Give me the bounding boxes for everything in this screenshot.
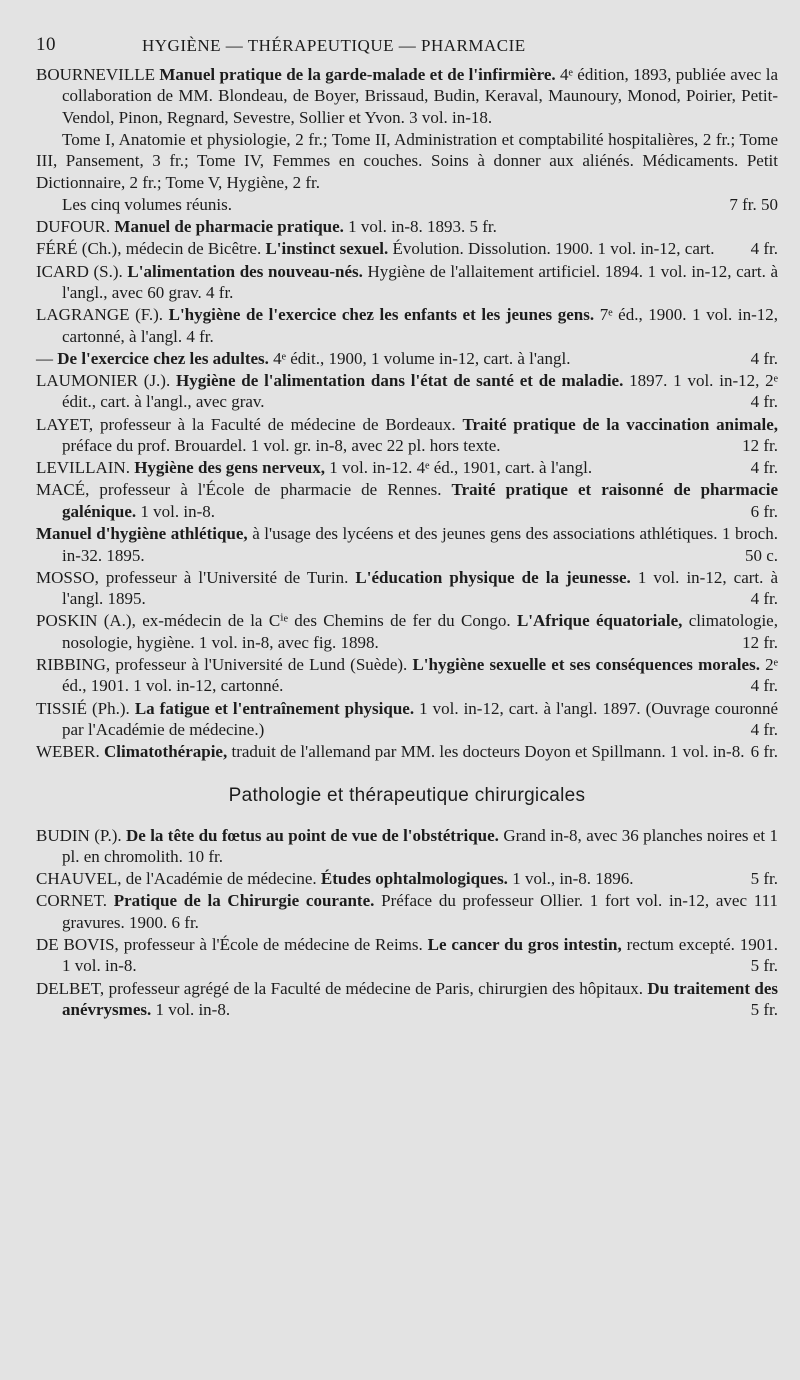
catalog-entry [36, 654, 778, 697]
entry-author: MOSSO, [36, 567, 99, 587]
entry-title: Le cancer du gros intestin, [427, 934, 622, 954]
entry-author: FÉRÉ (Ch.), [36, 239, 122, 259]
running-head: HYGIÈNE — THÉRAPEUTIQUE — PHARMACIE [142, 36, 526, 55]
entry-details: rectum excepté. 1901. 1 vol. in-8. [62, 934, 779, 976]
catalog-entry [36, 567, 778, 610]
catalog-entries [36, 64, 778, 763]
catalog-entry [36, 825, 778, 868]
entry-details: 1 vol. in-12. 4ᵉ éd., 1901, cart. à l'angl. [324, 458, 593, 478]
entry-details: 1 vol. in-8. 1893. 5 fr. [343, 217, 497, 237]
entry-details: 7ᵉ éd., 1900. 1 vol. in-12, cartonné, à l'angl. 4 fr. [62, 305, 778, 346]
entry-title: Études ophtalmologiques. [320, 869, 508, 889]
catalog-entry [36, 348, 778, 369]
catalog-entry [36, 868, 778, 889]
entry-price: 4 fr. [750, 348, 778, 368]
catalog-entry [36, 216, 778, 237]
catalog-entry [36, 523, 778, 566]
entry-details: 4ᵉ édition, 1893, publiée avec la collaboration de MM. Blondeau, de Boyer, Brissaud, Budin, Keraval, Maunoury, Monod, Poirier, Petit-Vendol, Pinon, Regnard, Sevestre, Sollier et Yvon. 3 vol. in-18. [62, 65, 778, 127]
entry-price: 4 fr. [750, 719, 778, 739]
entry-author: DE BOVIS, [36, 934, 119, 954]
entry-title: Manuel de pharmacie pratique. [114, 217, 344, 237]
catalog-entry [36, 934, 778, 977]
entry-title: Traité pratique de la vaccination animale, [462, 414, 778, 434]
entry-author: LAYET, [36, 414, 94, 434]
entry-author: LAGRANGE (F.). [36, 305, 164, 325]
entry-author: WEBER. [36, 742, 100, 762]
catalog-entry [36, 370, 778, 413]
page-number: 10 [36, 34, 56, 55]
entry-details: à l'usage des lycéens et des jeunes gens des associations athlétiques. 1 broch. in-32. 1895. [62, 524, 778, 565]
entry-details: 1 vol. in-8. [136, 501, 216, 521]
entry-title: L'alimentation des nouveau-nés. [127, 261, 363, 281]
entry-details: préface du prof. Brouardel. 1 vol. gr. in-8, avec 22 pl. hors texte. [62, 436, 501, 456]
entry-title: Climatothérapie, [104, 742, 228, 762]
entry-author: — [36, 348, 53, 368]
entry-details: 1 vol. in-12, cart. à l'angl. 1895. [62, 567, 779, 609]
entry-details: Tome I, Anatomie et physiologie, 2 fr.; Tome II, Administration et comptabilité hospitalières, 2 fr.; Tome III, Pansement, 3 fr.; Tome IV, Femmes en couches. Soins à donner aux aliénés. Médicaments. Petit Dictionnaire, 2 fr.; Tome V, Hygiène, 2 fr. [36, 130, 778, 192]
entry-title: L'Afrique équatoriale, [516, 611, 683, 631]
entry-details: 1 vol. in-12, cart. à l'angl. 1897. (Ouvrage couronné par l'Académie de médecine.) [62, 698, 779, 739]
entry-price: 7 fr. 50 [729, 195, 778, 215]
entry-title: De l'exercice chez les adultes. [57, 348, 269, 368]
entry-author: LAUMONIER (J.). [36, 371, 171, 391]
entry-details: 1 vol., in-8. 1896. [507, 869, 634, 889]
entry-price: 50 c. [744, 545, 778, 565]
entry-author: MACÉ, [36, 480, 90, 500]
entry-price: 5 fr. [750, 999, 778, 1019]
entry-author-note: de l'Académie de médecine. [125, 869, 321, 889]
entry-author-note: ex-médecin de la Cⁱᵉ des Chemins de fer du Congo. [142, 611, 517, 631]
entry-details: traduit de l'allemand par MM. les docteurs Doyon et Spillmann. 1 vol. in-8. [227, 742, 745, 762]
entry-price: 4 fr. [750, 458, 778, 478]
entry-price: 12 fr. [742, 436, 778, 456]
catalog-entry [36, 414, 778, 457]
entry-author-note: professeur agrégé de la Faculté de médecine de Paris, chirurgien des hôpitaux. [108, 978, 648, 998]
entry-author-note: professeur à la Faculté de médecine de Bordeaux. [99, 414, 463, 434]
entry-author-note: professeur à l'École de pharmacie de Rennes. [99, 480, 452, 500]
entry-title: Manuel d'hygiène athlétique, [36, 524, 248, 544]
section-title: Pathologie et thérapeutique chirurgicales [228, 784, 586, 806]
catalog-entry [36, 978, 778, 1021]
entry-title: Traité pratique et raisonné de pharmacie galénique. [62, 480, 779, 521]
entry-title: Manuel pratique de la garde-malade et de l'infirmière. [159, 65, 556, 84]
entry-title: L'hygiène de l'exercice chez les enfants et les jeunes gens. [168, 305, 595, 325]
entry-details: Grand in-8, avec 36 planches noires et 1 pl. en chromolith. 10 fr. [62, 825, 779, 866]
entry-details: 2ᵉ éd., 1901. 1 vol. in-12, cartonné. [62, 654, 778, 696]
entry-author-note: professeur à l'Université de Lund (Suède). [115, 654, 413, 674]
catalog-entry [36, 890, 778, 933]
catalog-entry [36, 261, 778, 304]
entry-author: BUDIN (P.). [36, 825, 122, 845]
catalog-entry [36, 698, 778, 741]
entry-author: CHAUVEL, [36, 869, 122, 889]
entry-details: 1 vol. in-8. [151, 999, 231, 1019]
entry-details: Évolution. Dissolution. 1900. 1 vol. in-12, cart. [388, 239, 715, 259]
entry-title: L'hygiène sexuelle et ses conséquences morales. [412, 654, 760, 674]
catalog-entry [36, 304, 778, 347]
entry-title: L'instinct sexuel. [265, 239, 389, 259]
entry-author-note: professeur à l'Université de Turin. [105, 567, 356, 587]
catalog-entry [36, 194, 778, 215]
catalog-entry [36, 610, 778, 653]
catalog-entry [36, 238, 778, 259]
entry-title: La fatigue et l'entraînement physique. [134, 698, 415, 718]
entry-author: DUFOUR. [36, 217, 111, 237]
entry-author: RIBBING, [36, 654, 111, 674]
entry-price: 12 fr. [742, 632, 778, 652]
entry-author: TISSIÉ (Ph.). [36, 698, 130, 718]
entry-price: 5 fr. [750, 869, 778, 889]
entry-title: Pratique de la Chirurgie courante. [113, 891, 375, 911]
entry-author: CORNET. [36, 891, 107, 911]
entry-author: ICARD (S.). [36, 261, 123, 281]
page-header [36, 34, 778, 64]
entry-author-note: professeur à l'École de médecine de Reims. [123, 934, 428, 954]
entry-price: 4 fr. [750, 392, 778, 412]
catalog-entry [36, 457, 778, 478]
entry-price: 5 fr. [750, 956, 778, 976]
entry-price: 6 fr. [750, 742, 778, 762]
entry-details: Les cinq volumes réunis. [62, 195, 232, 215]
catalog-entry [36, 129, 778, 193]
entry-details: Hygiène de l'allaitement artificiel. 1894. 1 vol. in-12, cart. à l'angl., avec 60 grav. 4 fr. [62, 261, 778, 303]
entry-title: L'éducation physique de la jeunesse. [355, 567, 631, 587]
entry-title: De la tête du fœtus au point de vue de l'obstétrique. [126, 825, 499, 845]
entry-price: 6 fr. [750, 501, 778, 521]
entry-author: LEVILLAIN. [36, 458, 130, 478]
entry-author: BOURNEVILLE [36, 65, 155, 84]
entry-details: 1897. 1 vol. in-12, 2ᵉ édit., cart. à l'angl., avec grav. [62, 371, 778, 412]
entry-author: DELBET, [36, 978, 105, 998]
catalog-entry [36, 741, 778, 762]
catalog-entries-surgery [36, 825, 778, 1021]
entry-title: Hygiène de l'alimentation dans l'état de santé et de maladie. [176, 371, 624, 391]
entry-author: POSKIN (A.), [36, 611, 136, 631]
entry-price: 4 fr. [750, 676, 778, 696]
entry-price: 4 fr. [750, 239, 778, 259]
entry-title: Hygiène des gens nerveux, [134, 458, 325, 478]
entry-author-note: médecin de Bicêtre. [125, 239, 266, 259]
entry-title: Du traitement des anévrysmes. [62, 978, 778, 1019]
entry-details: 4ᵉ édit., 1900, 1 volume in-12, cart. à l'angl. [268, 348, 571, 368]
entry-details: Préface du professeur Ollier. 1 fort vol. in-12, avec 111 gravures. 1900. 6 fr. [62, 891, 778, 932]
catalog-entry [36, 64, 778, 128]
entry-price: 4 fr. [750, 589, 778, 609]
catalog-entry [36, 479, 778, 522]
entry-details: climatologie, nosologie, hygiène. 1 vol. in-8, avec fig. 1898. [62, 611, 778, 652]
